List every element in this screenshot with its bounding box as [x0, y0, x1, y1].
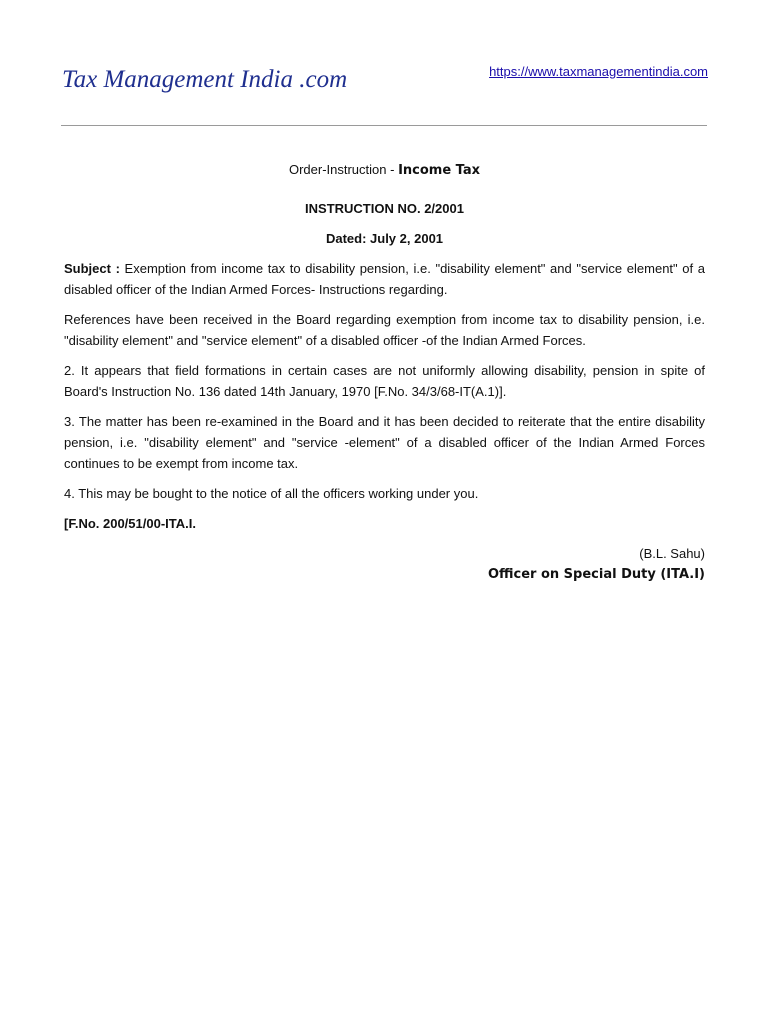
- signatory-title: Officer on Special Duty (ITA.I): [487, 567, 705, 582]
- paragraph-references: References have been received in the Board regarding exemption from income tax to disability pension, i.e. "disability element" and "service element" of a disabled officer -of the Indian Armed Forces.: [64, 312, 705, 348]
- category-prefix: Order-Instruction -: [288, 162, 399, 177]
- file-reference: [F.No. 200/51/00-ITA.I.: [64, 516, 196, 531]
- paragraph-3: 3. The matter has been re-examined in the Board and it has been decided to reiterate that the entire disability pension, i.e. "disability element" and "service -element" of a disabled officer of the Indian Armed Forces continues to be exempt from income tax.: [64, 414, 705, 471]
- paragraph-2: 2. It appears that field formations in certain cases are not uniformly allowing disability, pension in spite of Board's Instruction No. 136 dated 14th January, 1970 [F.No. 34/3/68-IT(A.1)].: [64, 363, 705, 399]
- instruction-date: Dated: July 2, 2001: [325, 231, 444, 246]
- site-url-link[interactable]: https://www.taxmanagementindia.com: [489, 64, 708, 79]
- subject-text: Exemption from income tax to disability pension, i.e. "disability element" and "service element" of a disabled officer of the Indian Armed Forces- Instructions regarding.: [64, 261, 705, 297]
- document-category: [64, 159, 705, 181]
- document-body: [64, 159, 705, 585]
- site-title: Tax Management India .com: [62, 66, 348, 93]
- subject-label: Subject :: [64, 261, 120, 276]
- category-name: Income Tax: [398, 163, 481, 178]
- header-divider: [61, 125, 707, 126]
- instruction-number: INSTRUCTION NO. 2/2001: [305, 201, 464, 216]
- paragraph-4: 4. This may be bought to the notice of all the officers working under you.: [64, 486, 479, 501]
- subject-paragraph: [64, 258, 705, 300]
- signatory-name: (B.L. Sahu): [639, 546, 705, 561]
